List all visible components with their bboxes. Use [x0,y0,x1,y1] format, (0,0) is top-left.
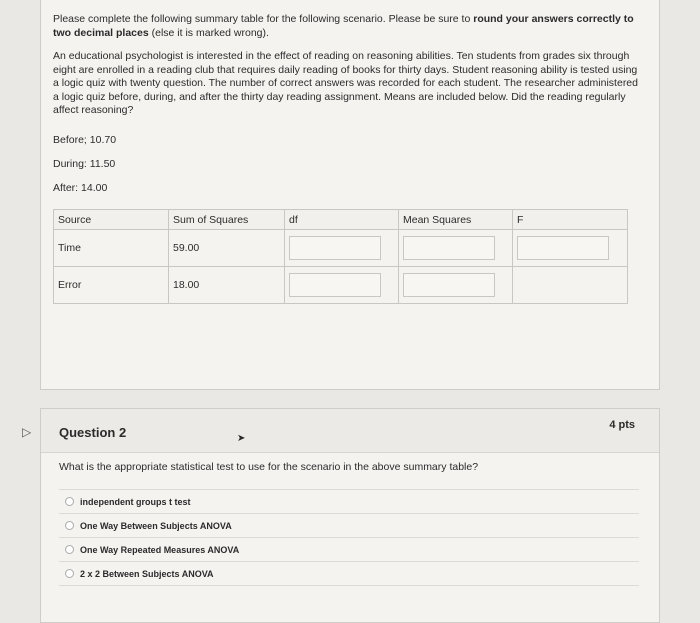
header-mean-squares: Mean Squares [399,210,513,230]
row-time-source: Time [54,230,169,267]
header-df: df [285,210,399,230]
header-f: F [513,210,628,230]
option-label: One Way Repeated Measures ANOVA [80,545,240,555]
mean-during: During: 11.50 [53,157,116,170]
radio-icon[interactable] [65,497,74,506]
radio-icon[interactable] [65,545,74,554]
question2-prompt: What is the appropriate statistical test to use for the scenario in the above summary table? [59,461,479,473]
instructions-bold: round your answers correctly to two decimal places [53,13,634,39]
row-error-ss: 18.00 [169,267,285,304]
option-independent-t-test[interactable] [59,490,639,514]
error-ms-input[interactable] [403,273,495,297]
question2-title: Question 2 [59,425,127,440]
header-sum-of-squares: Sum of Squares [169,210,285,230]
option-one-way-between-anova[interactable] [59,514,639,538]
mean-before: Before; 10.70 [53,133,117,146]
summary-table [53,209,628,304]
time-f-input[interactable] [517,236,609,260]
instructions-text-b: (else it is marked wrong). [148,26,269,39]
mean-after: After: 14.00 [53,181,108,194]
instructions [53,13,643,40]
question2-points: 4 pts [609,419,635,431]
option-one-way-repeated-anova[interactable] [59,538,639,562]
header-source: Source [54,210,169,230]
row-error-source: Error [54,267,169,304]
answer-options [59,489,639,586]
instructions-text-a: Please complete the following summary table for the following scenario. Please be sure to [53,13,474,25]
means-list [53,128,643,200]
question2-card [40,408,660,623]
option-label: 2 x 2 Between Subjects ANOVA [80,569,214,579]
question2-header [41,409,659,453]
scenario-text: An educational psychologist is interested in the effect of reading on reasoning abilities. Ten students from grades six through eight are enrolled in a reading club that requires daily reading of books for thirty days. Student reasoning ability is tested using a logic quiz with twenty question. The number of correct answers was recorded for each student. The researcher administered a logic quiz before, during, and after the thirty day reading assignment. Means are included below. Did the reading regularly affect reasoning? [53,50,638,116]
time-ms-input[interactable] [403,236,495,260]
mouse-cursor-icon: ➤ [237,433,246,444]
question1-card [40,0,660,390]
table-row [54,230,628,267]
option-label: One Way Between Subjects ANOVA [80,521,232,531]
table-row [54,267,628,304]
option-2x2-between-anova[interactable] [59,562,639,586]
radio-icon[interactable] [65,521,74,530]
option-label: independent groups t test [80,497,191,507]
time-df-input[interactable] [289,236,381,260]
flag-question-icon[interactable]: ▷ [22,425,32,439]
error-df-input[interactable] [289,273,381,297]
radio-icon[interactable] [65,569,74,578]
table-header-row [54,210,628,230]
row-time-ss: 59.00 [169,230,285,267]
question1-content [53,13,643,200]
